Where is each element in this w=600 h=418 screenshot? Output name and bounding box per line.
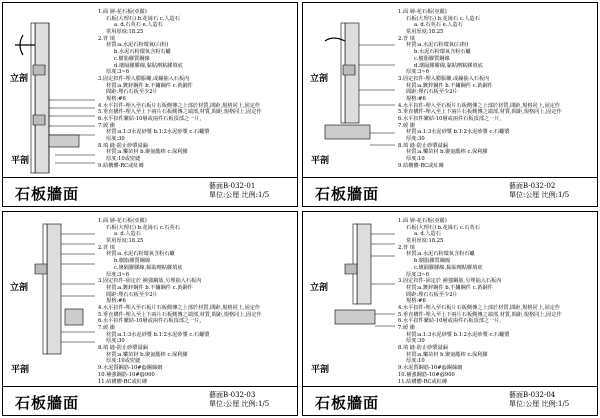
note-line: 5.垂直構件-埋入至上下兩片石板側傳之端部,材質,間距,規格同上,固定作 (398, 311, 562, 318)
note-line: 材質:a.鍍鋅鋼件 b.不鏽鋼件 c.黃銅件 (406, 82, 493, 89)
note-line: 石板(大理石) b.花崗石 c.石英石 (406, 224, 480, 231)
section-drawing (5, 214, 95, 384)
note-line: 4.水平扣件-埋入至石板片石板側傳之上部於材質,間距,規格同上,固定作 (398, 102, 561, 109)
drawing-code-block (509, 391, 589, 409)
note-line: 材質:a.1:3水泥砂漿 b.1:2水泥砂漿 c.石蠟漿 (106, 129, 210, 136)
drawing-code: 藝面B-032-03 (209, 391, 256, 399)
elevation-label: 立剖 (10, 74, 29, 84)
note-line: c.壞隔膠膠線,黏貼劑粘膠填底 (414, 264, 483, 271)
detail-panel (2, 2, 298, 207)
note-line: 3.固定扣件-固定於 補強鋼筋,另埋抽入石板內 (98, 278, 202, 285)
note-line: 厚度:10或密縫 (106, 156, 141, 163)
section-drawing (305, 5, 395, 175)
drawing-code-block (209, 391, 289, 409)
note-line: 10.補強鋼筋-10#@900 (398, 371, 455, 378)
note-line: 材質:a.水泥石粉環氧含粉石蠟 (106, 251, 175, 258)
note-line: 石板(大理石) b.花崗石 c.人造石 (106, 15, 180, 22)
note-line: 3.固定扣件-埋入膨脹螺,或繃抽入石板內 (98, 75, 190, 82)
detail-panel (302, 211, 598, 416)
note-line: 6.水平扣件繁結-10層或兩件石板頂部之一片, (398, 318, 502, 325)
note-line: 厚度:10 (406, 358, 425, 365)
plan-label: 平剖 (11, 156, 30, 166)
note-line: 厚度:3~6 (406, 271, 430, 278)
note-line: 5.垂直構件-埋入至上下兩片石板側傳之端部,材質,間距,規格同上,固定作 (98, 109, 262, 116)
note-line: 4.水平扣件-埋入至石板片石板側傳之上部於材質,間距,規格同上,固定作 (398, 304, 561, 311)
note-line: 材質:a.水泥石粉環氧含粉石蠟 (406, 251, 475, 258)
note-line: 8.填 縫-防止砂漿溢漏 (398, 142, 448, 149)
note-line: 石板(大理石) b.花崗石 c.人造石 (406, 15, 480, 22)
plan-label: 平剖 (311, 156, 330, 166)
note-line: 6.水平扣件繁結-10層或兩件石板頂部之一片, (98, 116, 202, 122)
note-line: 1.面 層-花石板(亞麗) (98, 218, 147, 224)
note-line: a. d.石英石 e.人造石 (414, 22, 463, 29)
note-line: 1.面 層-花石板(亞麗) (398, 218, 447, 224)
note-line: 間距:埋石石板至少2片 (106, 89, 158, 96)
title-block (3, 386, 297, 416)
spec-notes (98, 9, 294, 170)
elevation-label: 立剖 (10, 283, 29, 293)
note-line: 4.水平扣件-埋入至石板片石板側傳之上部於材質,間距,規格同上,固定作 (98, 102, 261, 109)
sheet-title: 石板牆面 (15, 185, 80, 203)
scale-unit: 單位:公厘 比例:1/5 (209, 400, 270, 408)
note-line: 厚度:3~6 (106, 271, 130, 278)
note-line: 規格:#6 (406, 95, 426, 102)
scale-unit: 單位:公厘 比例:1/5 (509, 400, 570, 408)
title-block (303, 386, 597, 416)
note-line: 1.面 層-花石板(亞麗) (98, 9, 147, 15)
scale-unit: 單位:公厘 比例:1/5 (509, 191, 570, 199)
note-line: 10.補強鋼筋-10#@900 (98, 371, 155, 378)
note-line: 5.垂直構件-埋入至上下兩片石板側傳之端部,材質,間距,規格同上,固定作 (398, 109, 562, 116)
note-line: 6.水平扣件繁結-10層或兩件石板頂部之一片, (98, 318, 202, 325)
drawing-code: 藝面B-032-04 (509, 391, 556, 399)
title-block (303, 177, 597, 207)
sheet-title: 石板牆面 (315, 185, 380, 203)
note-line: a. d.石英石 e.人造石 (114, 22, 163, 29)
note-line: 常用厚度:18.25 (106, 29, 144, 36)
drawing-code: 藝面B-032-02 (509, 182, 556, 190)
spec-notes (98, 218, 294, 385)
note-line: 1.面 層-花石板(亞麗) (398, 9, 447, 15)
note-line: 間距:埋石石板至少2片 (406, 291, 458, 298)
drawing-code: 藝面B-032-01 (209, 182, 256, 190)
note-line: 8.填 縫-防止砂漿溢漏 (98, 142, 148, 149)
note-line: 材質:a.樂苗材 b.聚氨酯棒 c.保利膠 (406, 149, 488, 156)
title-block (3, 177, 297, 207)
note-line: 材質:a.1:3水泥砂漿 b.1:2水泥砂漿 c.石蠟漿 (406, 331, 510, 338)
section-drawing (5, 5, 95, 175)
note-line: 材質:a.樂苗材 b.聚氨酯棒 c.保利膠 (106, 149, 188, 156)
note-line: d.壞隔膠膠線,黏貼劑粘膠填底 (114, 62, 183, 69)
note-line: 2.背 填 (98, 244, 115, 251)
note-line: c.樹脂膠質鋼線 (114, 55, 150, 62)
note-line: 厚度:3~6 (406, 69, 430, 76)
note-line: 厚度:30 (406, 136, 425, 143)
note-line: 2.背 填 (98, 35, 115, 42)
note-line: c.樹脂膠質鋼線 (414, 55, 450, 62)
scale-unit: 單位:公厘 比例:1/5 (209, 191, 270, 199)
note-line: 材質:a.鍍鋅鋼件 b.不鏽鋼件 c.黃銅件 (106, 284, 193, 291)
note-line: 7.緩 衝 (98, 325, 115, 331)
note-line: 6.水平扣件繁結-10層或兩件石板頂部之一片, (398, 116, 502, 122)
note-line: 材質:a.鍍鋅鋼件 b.不鏽鋼件 c.黃銅件 (106, 82, 193, 89)
note-line: a. d.人造石 (114, 231, 141, 238)
detail-panel (302, 2, 598, 207)
note-line: d.壞隔膠膠線,黏貼劑粘膠填底 (414, 62, 483, 69)
section-drawing (305, 214, 395, 384)
note-line: 材質:a.水泥石粉環氧(白粉) (106, 42, 169, 49)
note-line: 常用厚度:18.25 (106, 238, 144, 245)
note-line: 材質:a.1:3水泥砂漿 b.1:2水泥砂漿 c.石蠟漿 (106, 331, 210, 338)
plan-label: 平剖 (11, 365, 30, 375)
note-line: 石板(大理石) b.花崗石 c.石英石 (106, 224, 180, 231)
elevation-label: 立剖 (310, 74, 329, 84)
sheet-title: 石板牆面 (315, 394, 380, 412)
note-line: 厚度:10或密縫 (106, 358, 141, 365)
note-line: 9.結構體-RC或紅磚 (398, 162, 444, 169)
note-line: 11.結構體-RC或紅磚 (98, 378, 148, 385)
note-line: 厚度:30 (106, 136, 125, 143)
note-line: 材質:a.鍍鋅鋼件 b.不鏽鋼件 c.黃銅件 (406, 284, 493, 291)
detail-panel (2, 211, 298, 416)
note-line: 材質:a.1:3水泥砂漿 b.1:2水泥砂漿 c.石蠟漿 (406, 129, 510, 136)
note-line: 規格:#6 (106, 95, 126, 102)
note-line: a. d.人造石 (414, 231, 441, 238)
note-line: 3.固定扣件-固定於 補強鋼筋,另埋抽入石板內 (398, 278, 502, 285)
note-line: 材質:a.樂苗材 b.聚氨酯棒 c.保利膠 (106, 351, 188, 358)
note-line: 7.緩 衝 (98, 122, 115, 129)
note-line: 厚度:10 (406, 156, 425, 163)
drawing-code-block (509, 182, 589, 200)
note-line: b.水泥石粉環氧含粉石蠟 (414, 49, 471, 56)
spec-notes (398, 218, 594, 385)
plan-label: 平剖 (311, 365, 330, 375)
note-line: 3.固定扣件-埋入膨脹螺,或繃抽入石板內 (398, 75, 490, 82)
elevation-label: 立剖 (310, 283, 329, 293)
note-line: 2.背 填 (398, 35, 415, 42)
note-line: 間距:埋石石板至少2片 (106, 291, 158, 298)
note-line: 8.填 縫-防止砂漿溢漏 (398, 345, 448, 352)
note-line: 9.水泥質鋼筋-10#@鋼絲網 (98, 365, 163, 372)
note-line: 11.結構體-RC或紅磚 (398, 378, 448, 385)
note-line: 間距:埋石石板至少2片 (406, 89, 458, 96)
note-line: 8.填 縫-防止砂漿溢漏 (98, 345, 148, 352)
drawing-code-block (209, 182, 289, 200)
spec-notes (398, 9, 594, 170)
note-line: 常用厚度:18.25 (406, 238, 444, 245)
note-line: 9.水泥質鋼筋-10#@鋼絲網 (398, 365, 463, 372)
note-line: 4.水平扣件-埋入至石板片石板側傳之上部於材質,間距,規格同上,固定作 (98, 304, 261, 311)
note-line: 5.垂直構件-埋入至上下兩片石板側傳之端部,材質,間距,規格同上,固定作 (98, 311, 262, 318)
note-line: 規格:#6 (406, 298, 426, 305)
note-line: c.壞隔膠膠線,黏貼劑粘膠填底 (114, 264, 183, 271)
note-line: 常用厚度:18.25 (406, 29, 444, 36)
note-line: 材質:a.樂苗材 b.聚氨酯棒 c.保利膠 (406, 351, 488, 358)
note-line: 2.背 填 (398, 244, 415, 251)
sheet-title: 石板牆面 (15, 394, 80, 412)
note-line: 9.結構體-RC或紅磚 (98, 162, 144, 169)
note-line: 材質:a.水泥石粉環氧(白粉) (406, 42, 469, 49)
note-line: b.水泥石粉環氧含粉石蠟 (114, 49, 171, 56)
note-line: 7.緩 衝 (398, 325, 415, 331)
note-line: 7.緩 衝 (398, 122, 415, 129)
note-line: 厚度:30 (406, 338, 425, 345)
note-line: b.樹脂膠質鋼線 (414, 258, 451, 265)
note-line: b.樹脂膠質鋼線 (114, 258, 151, 265)
note-line: 厚度:3~6 (106, 69, 130, 76)
note-line: 規格:#6 (106, 298, 126, 305)
note-line: 厚度:30 (106, 338, 125, 345)
